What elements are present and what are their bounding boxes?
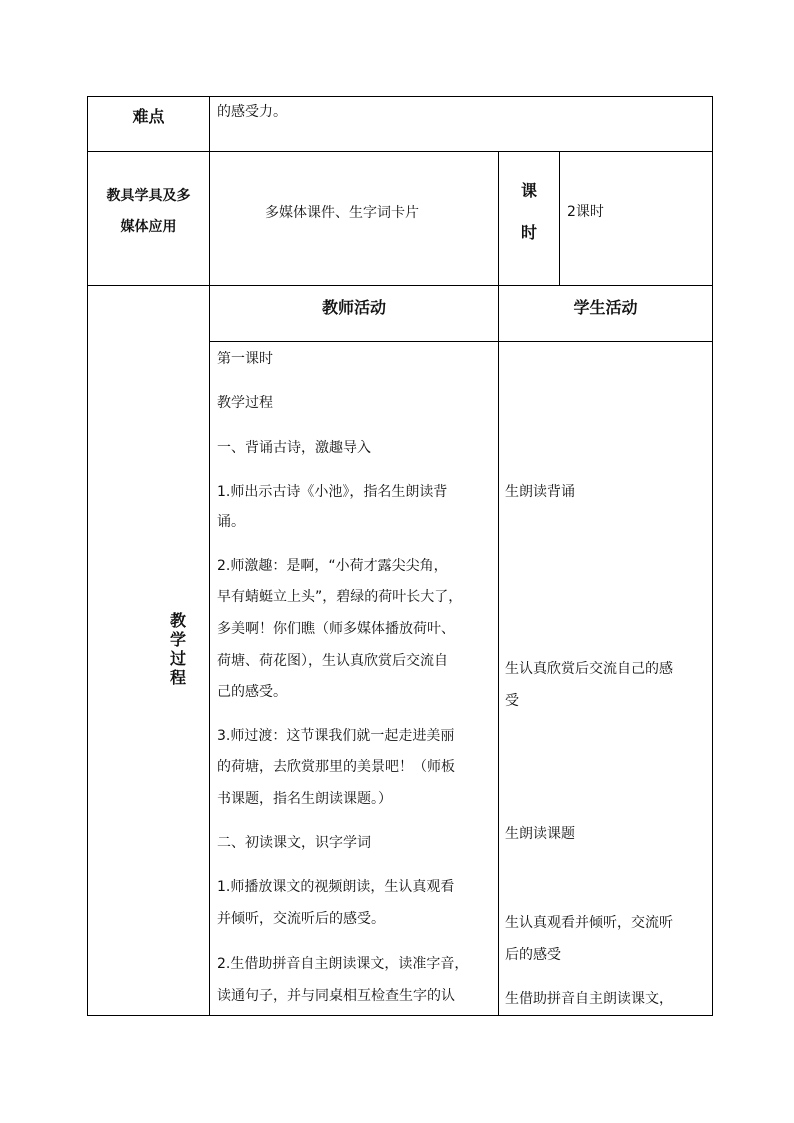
period-label-2: 时: [520, 223, 537, 242]
student-line: 后的感受: [505, 947, 561, 963]
table-row-divider: [87, 151, 713, 152]
table-column-divider: [209, 96, 210, 1016]
difficulty-content: 的感受力。: [217, 104, 287, 120]
student-line: 生朗读课题: [505, 826, 575, 842]
process-label-char: 过: [170, 649, 187, 668]
teacher-line: 己的感受。: [217, 684, 287, 700]
materials-label-line2: 媒体应用: [120, 219, 177, 235]
table-border-right: [712, 96, 713, 1016]
teacher-line: 书课题，指名生朗读课题。）: [217, 791, 392, 807]
process-label-char: 程: [170, 668, 187, 687]
teacher-line: 多美啊！你们瞧（师多媒体播放荷叶、: [217, 621, 455, 637]
teacher-line: 2.生借助拼音自主朗读课文，读准字音，: [217, 956, 469, 972]
teacher-line: 并倾听，交流听后的感受。: [217, 911, 385, 927]
table-border-bottom: [87, 1015, 713, 1016]
table-column-divider: [498, 151, 499, 1016]
teacher-line: 第一课时: [217, 351, 273, 367]
student-line: 受: [505, 693, 519, 709]
teacher-line: 一、背诵古诗，激趣导入: [217, 440, 371, 456]
teacher-line: 2.师激趣：是啊，“小荷才露尖尖角，: [217, 558, 448, 574]
teacher-line: 教学过程: [217, 395, 273, 411]
student-line: 生借助拼音自主朗读课文，: [505, 991, 673, 1007]
student-line: 生认真欣赏后交流自己的感: [505, 661, 673, 677]
difficulty-label: 难点: [132, 107, 165, 126]
table-column-divider: [559, 151, 560, 286]
teacher-line: 早有蜻蜓立上头”，碧绿的荷叶长大了，: [217, 589, 463, 605]
student-line: 生认真观看并倾听，交流听: [505, 915, 673, 931]
table-border-top: [87, 96, 713, 97]
teacher-line: 1.师播放课文的视频朗读，生认真观看: [217, 879, 455, 895]
teacher-line: 读通句子，并与同桌相互检查生字的认: [217, 988, 455, 1004]
teacher-line: 诵。: [217, 514, 245, 530]
student-line: 生朗读背诵: [505, 484, 575, 500]
period-label-1: 课: [520, 181, 537, 200]
table-header-divider: [209, 341, 713, 342]
student-activity-header: 学生活动: [573, 298, 638, 317]
materials-label-line1: 教具学具及多: [106, 188, 191, 204]
process-label-char: 学: [170, 630, 187, 649]
teacher-line: 的荷塘，去欣赏那里的美景吧！（师板: [217, 759, 455, 775]
materials-content: 多媒体课件、生字词卡片: [265, 205, 419, 221]
process-label-char: 教: [170, 611, 187, 630]
teacher-line: 1.师出示古诗《小池》，指名生朗读背: [217, 484, 448, 500]
teacher-activity-header: 教师活动: [321, 298, 386, 317]
table-row-divider: [87, 285, 713, 286]
period-value: 2课时: [567, 204, 604, 220]
teacher-line: 3.师过渡：这节课我们就一起走进美丽: [217, 728, 455, 744]
teacher-line: 二、初读课文，识字学词: [217, 835, 371, 851]
teacher-line: 荷塘、荷花图），生认真欣赏后交流自: [217, 653, 448, 669]
